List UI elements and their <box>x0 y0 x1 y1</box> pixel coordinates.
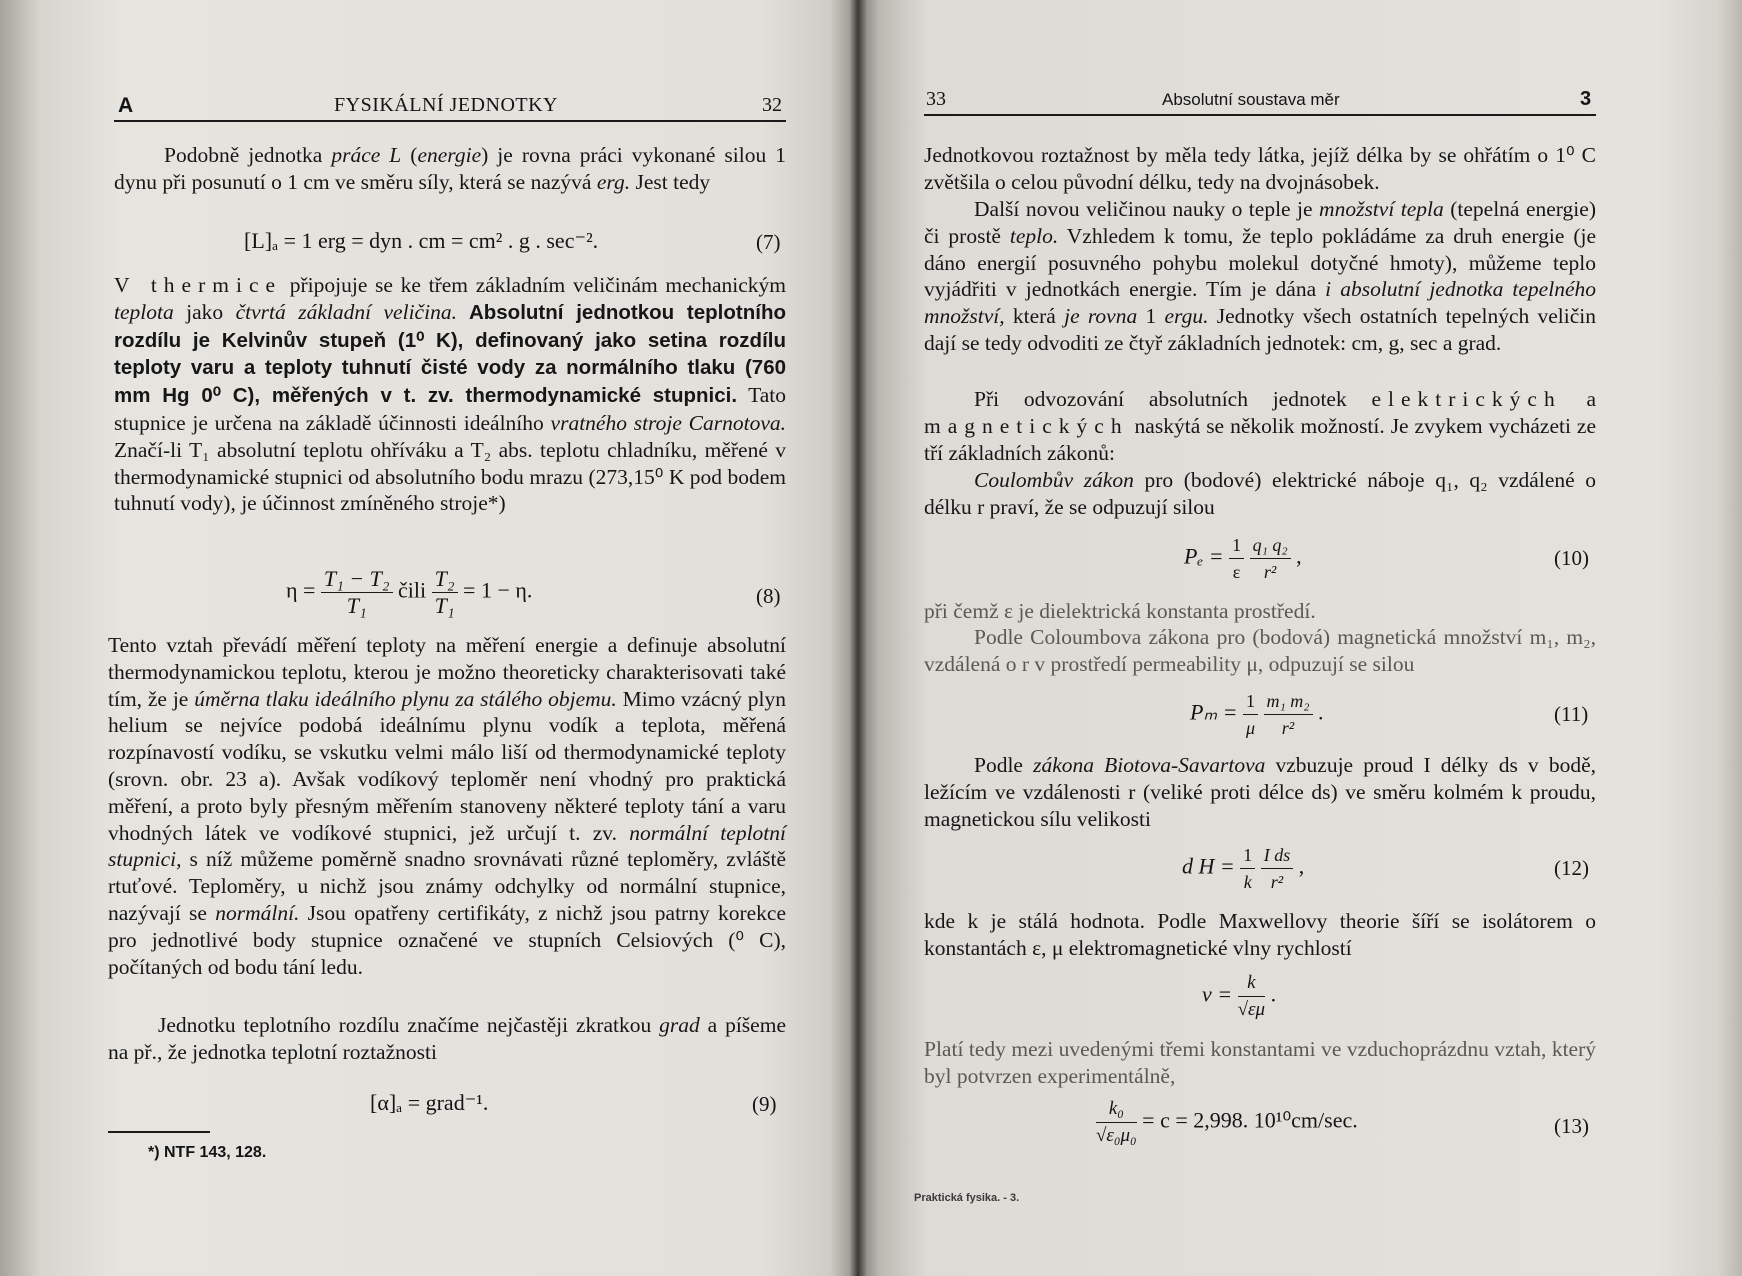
left-page <box>0 0 858 1276</box>
paragraph-grad: Jednotku teplotního rozdílu značíme nejčastěji zkratkou grad a píšeme na př., že jednotka teplotní roztažnosti <box>108 1013 786 1064</box>
paragraph-maxwell: kde k je stálá hodnota. Podle Maxwellovy theorie šíří se isolátorem o konstantách ε, μ elektromagnetické vlny rychlostí <box>924 909 1596 960</box>
running-title: FYSIKÁLNÍ JEDNOTKY <box>334 94 558 116</box>
equation-7: [L]ₐ = 1 erg = dyn . cm = cm² . g . sec⁻². <box>244 228 599 253</box>
paragraph-dielectric: při čemž ε je dielektrická konstanta prostředí. <box>924 599 1316 623</box>
equation-10-number: (10) <box>1554 546 1589 570</box>
equation-9-number: (9) <box>752 1092 777 1116</box>
paragraph-thermics: V thermice připojuje se ke třem základním veličinám mechanickým teplota jako čtvrtá základní veličina. Absolutní jednotkou teplotního rozdílu je Kelvinův stupeň (1⁰ K), definovaný jako setina rozdílu teploty varu a teploty tuhnutí čisté vody za normálního tlaku (760 mm Hg 0⁰ C), měřených v t. zv. thermodynamické stupnici. Tato stupnice je určena na základě účinnosti ideálního vratného stroje Carnotova. Značí-li T₁ absolutní teplotu ohříváku a T₂ abs. teplotu chladníku, měřené v thermodynamické stupnici od absolutního bodu mrazu (273,15⁰ K pod bodem tuhnutí vody), je účinnost zmíněného stroje*) <box>114 273 786 516</box>
right-page <box>858 0 1742 1276</box>
section-letter: A <box>118 94 134 117</box>
printer-footer: Praktická fysika. - 3. <box>914 1192 1020 1204</box>
paragraph-work: Podobně jednotka práce L (energie) je rovna práci vykonané silou 1 dynu při posunutí o 1 cm ve směru síly, která se nazývá erg. Jest tedy <box>114 143 786 194</box>
equation-13: $\frac{\text{k₀}}{\text{√ε₀μ₀}}$ = c = 2,998. 10¹⁰cm/sec. <box>1096 1098 1358 1146</box>
equation-7-number: (7) <box>756 230 781 254</box>
paragraph-heat: Další novou veličinou nauky o teple je množství tepla (tepelná energie) či prostě teplo. Vzhledem k tomu, že teplo pokládáme za druh energie (je dáno energií posuvného pohybu molekul dotyčné hmoty), můžeme teplo vyjádřiti v jednotkách energie. Tím je dána i absolutní jednotka tepelného množství, která je rovna 1 ergu. Jednotky všech ostatních tepelných veličin dají se tedy odvoditi ze čtyř základních jednotek: cm, g, sec a grad. <box>924 197 1597 355</box>
header-rule <box>114 120 786 122</box>
equation-11: Pₘ = $\frac{1}{\mu}$ $\frac{\text{m₁ m₂}}{\text{r²}}$ . <box>1190 688 1324 741</box>
footnote: *) NTF 143, 128. <box>148 1144 267 1161</box>
equation-8-number: (8) <box>756 584 781 608</box>
equation-9: [α]ₐ = grad⁻¹. <box>370 1090 489 1115</box>
paragraph-expansion: Jednotkovou roztažnost by měla tedy látka, jejíž délka by se ohřátím o 1⁰ C zvětšila o celou původní délku, tedy na dvojnásobek. <box>924 143 1596 194</box>
book-gutter <box>850 0 866 1276</box>
paragraph-biot-savart: Podle zákona Biotova-Savartova vzbuzuje proud I délky ds v bodě, ležícím ve vzdálenosti r (veliké proti délce ds) ve směru kolmém k proudu, magnetickou sílu velikosti <box>924 753 1596 831</box>
page-number: 32 <box>762 94 782 116</box>
equation-12-number: (12) <box>1554 856 1589 880</box>
running-title: Absolutní soustava měr <box>1162 90 1340 109</box>
equation-10: Pₑ = $\frac{1}{\varepsilon}$ $\frac{\text{q₁ q₂}}{\text{r²}}$ , <box>1184 532 1302 585</box>
section-number: 3 <box>1580 88 1592 110</box>
paragraph-coulomb: Coulombův zákon pro (bodové) elektrické náboje q₁, q₂ vzdálené o délku r praví, že se odpuzují silou <box>924 468 1596 519</box>
equation-8: η = $\frac{\text{T₁ − T₂}}{\text{T₁}}$ čili $\frac{\text{T₂}}{\text{T₁}}$ = 1 − η. <box>286 566 533 618</box>
equation-velocity: v = $\frac{k}{√\varepsilon\mu}$ . <box>1202 972 1277 1020</box>
footnote-rule <box>108 1131 210 1133</box>
equation-11-number: (11) <box>1554 702 1589 726</box>
paragraph-vacuum: Platí tedy mezi uvedenými třemi konstantami ve vzduchoprázdnu vztah, který byl potvrzen experimentálně, <box>924 1037 1596 1088</box>
page-number: 33 <box>926 88 946 110</box>
header-rule <box>924 114 1596 116</box>
equation-12: d H = $\frac{1}{k}$ $\frac{\text{I ds}}{\text{r²}}$ , <box>1182 842 1304 895</box>
paragraph-temperature: Tento vztah převádí měření teploty na měření energie a definuje absolutní thermodynamickou teplotu, kterou je možno theoreticky charakterisovati také tím, že je úměrna tlaku ideálního plynu za stálého objemu. Mimo vzácný plyn helium se nejvíce podobá ideálnímu plynu vodík a teplota, měřená rozpínavostí vodíku, se vskutku velmi málo liší od thermodynamické teploty (srovn. obr. 23 a). Avšak vodíkový teploměr není vhodný pro praktická měření, a proto byly přesným měřením stanoveny některé teploty tání a varu vhodných látek ve vodíkové stupnici, jež určují t. zv. normální teplotní stupnici, s níž můžeme poměrně snadno srovnávati různé teploměry, zvláště rtuťové. Teploměry, u nichž jsou známy odchylky od normální stupnice, nazývají se normální. Jsou opatřeny certifikáty, z nichž jsou patrny korekce pro jednotlivé body stupnice označené ve stupních Celsiových (⁰ C), počítaných od bodu tání ledu. <box>108 633 786 979</box>
paragraph-magnetic: Podle Coloumbova zákona pro (bodová) magnetická množství m₁, m₂, vzdálená o r v prostředí permeability μ, odpuzují se silou <box>924 625 1596 676</box>
equation-13-number: (13) <box>1554 1114 1589 1138</box>
paragraph-units: Při odvozování absolutních jednotek elektrických a magnetických naskýtá se několik možností. Je zvykem vycházeti ze tří základních zákonů: <box>924 387 1597 465</box>
